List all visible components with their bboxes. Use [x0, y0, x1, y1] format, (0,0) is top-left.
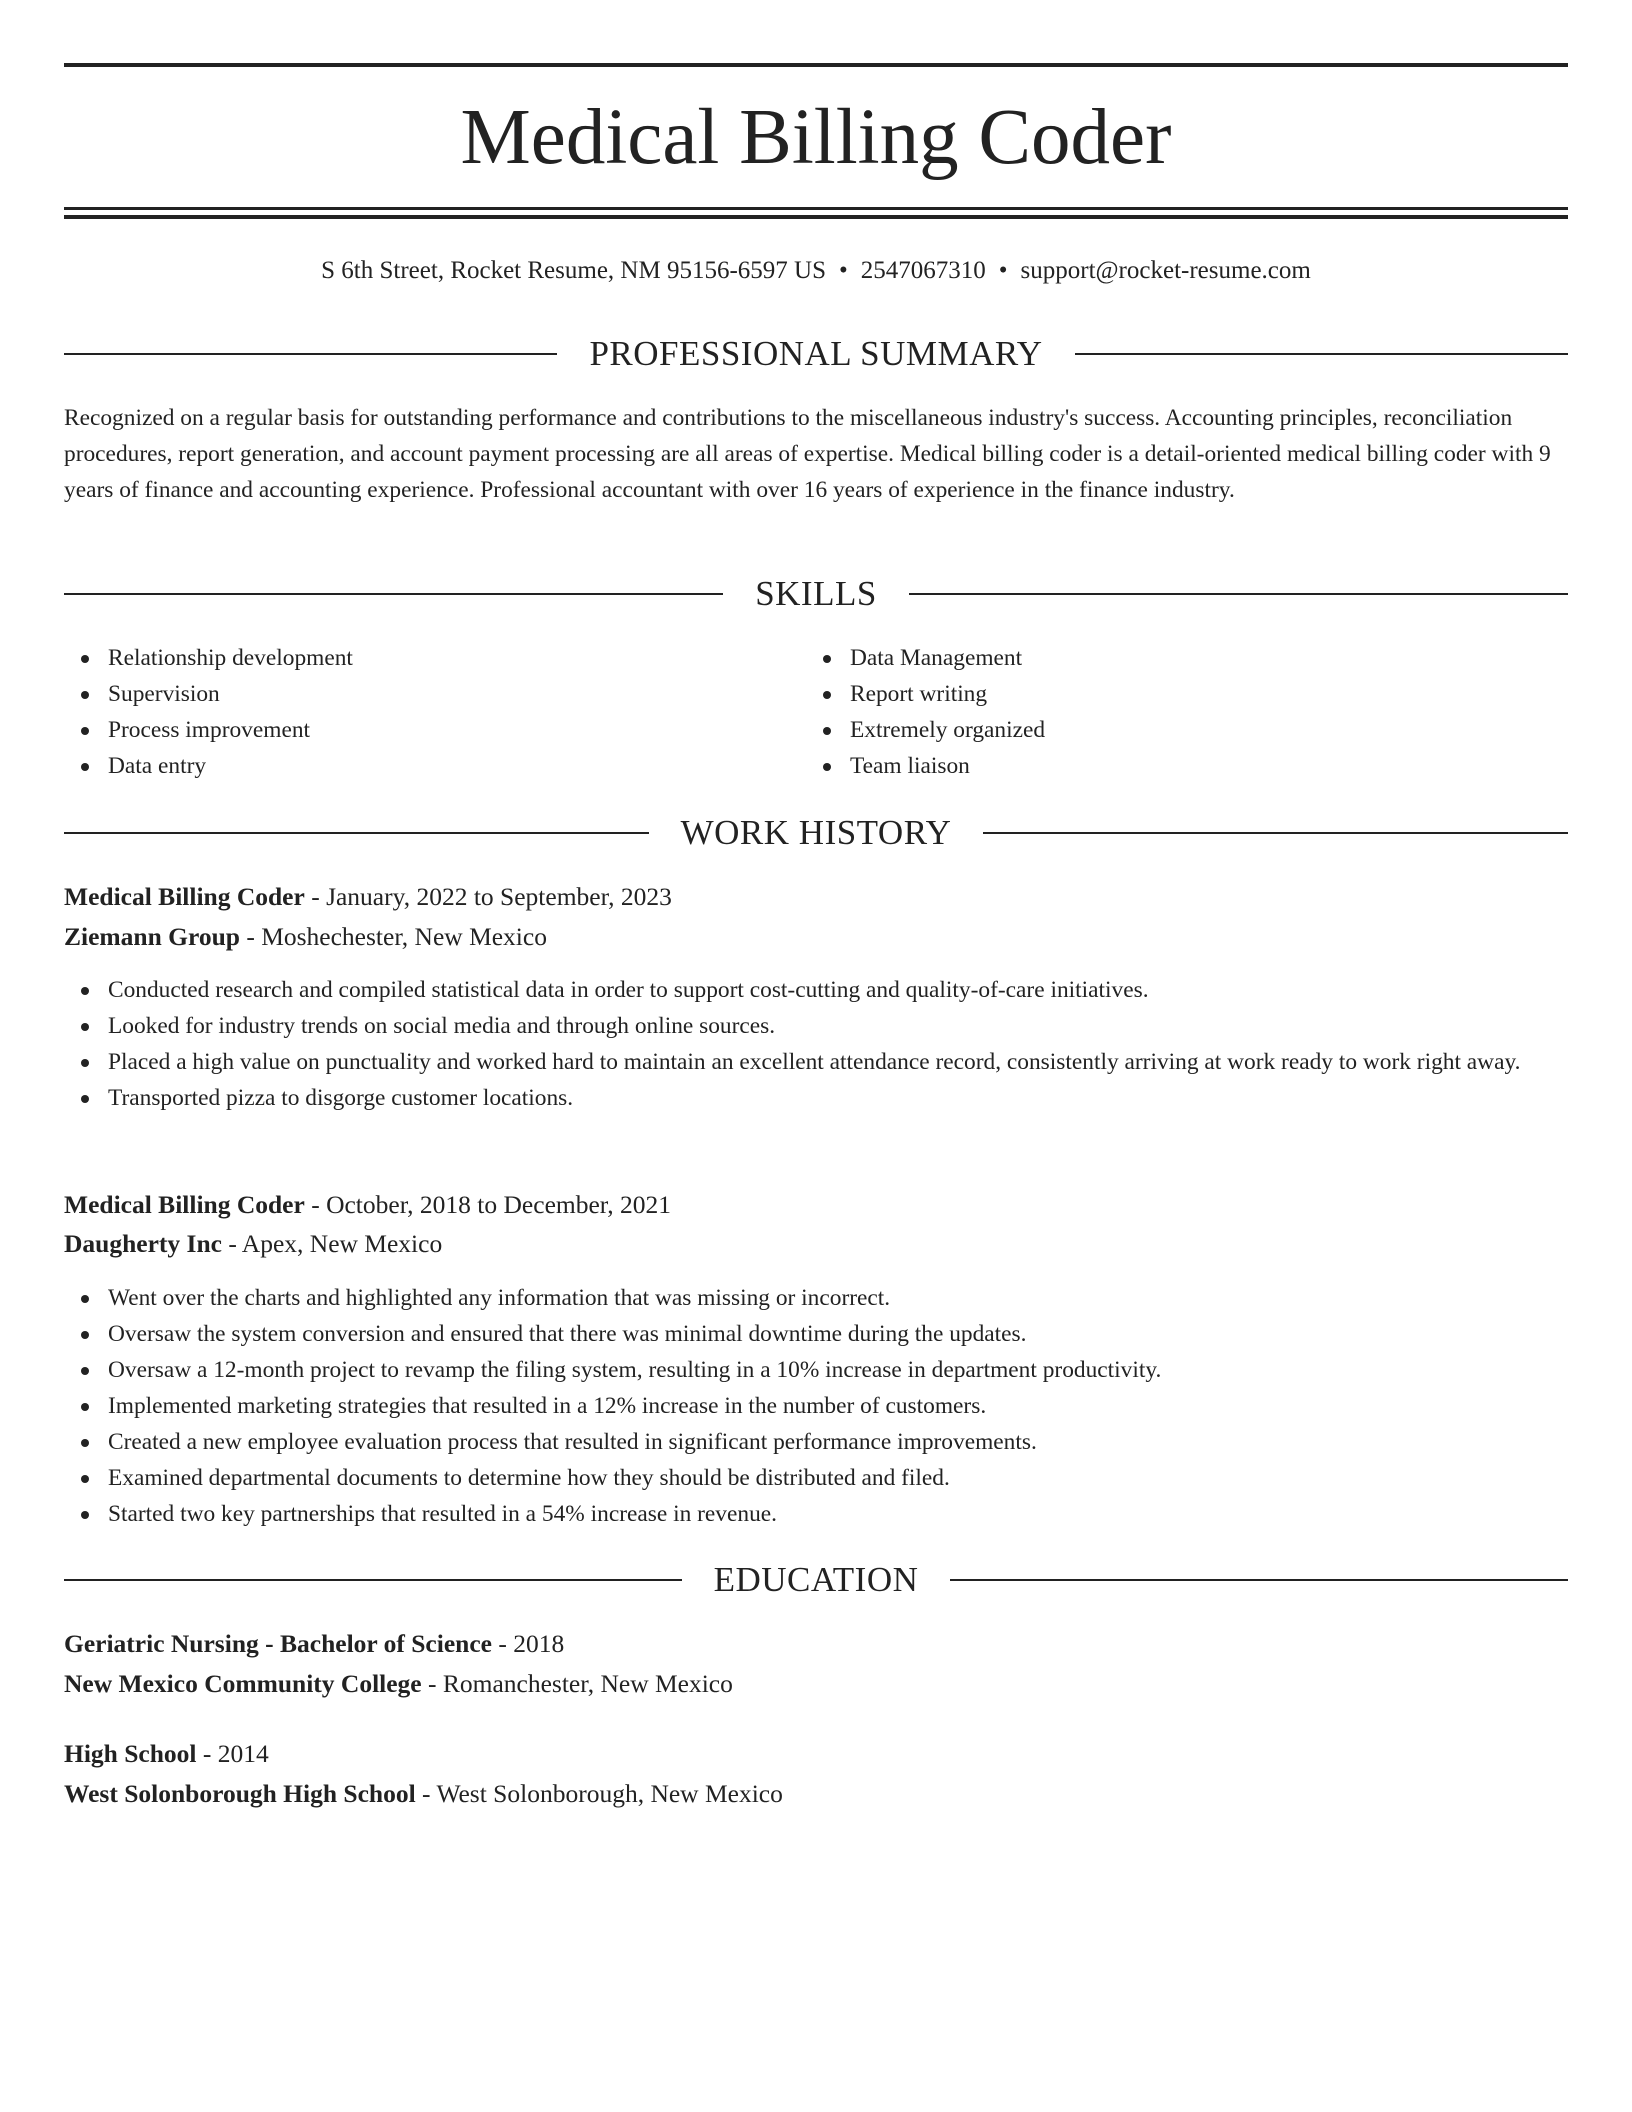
job-company: Daugherty Inc [64, 1229, 222, 1258]
heading-rule-right [909, 593, 1568, 595]
job-role: Medical Billing Coder [64, 1190, 305, 1219]
job-location: - Moshechester, New Mexico [239, 922, 547, 951]
skill-item: Process improvement [64, 712, 764, 748]
job-location: - Apex, New Mexico [221, 1229, 443, 1258]
job-dates: - January, 2022 to September, 2023 [304, 882, 672, 911]
heading-rule-left [64, 593, 723, 595]
summary-text: Recognized on a regular basis for outstanding performance and contributions to the miscellaneous industry's success. Accounting principles, reconciliation procedures, report generation, and account payment processing are all areas of expertise. Medical billing coder is a detail-oriented medical billing coder with 9 years of finance and accounting experience. Professional accountant with over 16 years of experience in the finance industry. [64, 405, 1551, 503]
job-company-line [64, 1224, 1568, 1264]
job-bullet: Oversaw the system conversion and ensured that there was minimal downtime during the updates. [64, 1316, 1568, 1352]
education-location: - Romanchester, New Mexico [421, 1669, 733, 1698]
skill-item: Data entry [64, 748, 764, 784]
heading-rule-right [983, 832, 1568, 834]
skill-item: Team liaison [806, 748, 1506, 784]
header-bottom-rule [64, 207, 1568, 210]
job-role: Medical Billing Coder [64, 882, 305, 911]
job-company: Ziemann Group [64, 922, 240, 951]
education-school-line [64, 1664, 1568, 1704]
job-bullet: Transported pizza to disgorge customer locations. [64, 1080, 1568, 1116]
job-bullet: Went over the charts and highlighted any information that was missing or incorrect. [64, 1280, 1568, 1316]
heading-rule-left [64, 832, 649, 834]
skill-item: Report writing [806, 676, 1506, 712]
job-bullet: Started two key partnerships that resulted in a 54% increase in revenue. [64, 1496, 1568, 1532]
skills-list-left [64, 640, 764, 784]
skills-title: SKILLS [755, 574, 877, 613]
education-degree-line [64, 1624, 1568, 1664]
heading-rule-right [950, 1579, 1568, 1581]
job-title-line [64, 1185, 1568, 1225]
job-dates: - October, 2018 to December, 2021 [304, 1190, 672, 1219]
job-bullet: Looked for industry trends on social media and through online sources. [64, 1008, 1568, 1044]
job-bullet: Created a new employee evaluation process that resulted in significant performance improvements. [64, 1424, 1568, 1460]
skill-item: Extremely organized [806, 712, 1506, 748]
heading-rule-right [1075, 353, 1568, 355]
job-company-line [64, 917, 1568, 957]
education-heading [64, 1557, 1568, 1603]
job-bullet: Examined departmental documents to determine how they should be distributed and filed. [64, 1460, 1568, 1496]
education-year: - 2018 [491, 1629, 565, 1658]
header-bottom-rule-thick [64, 215, 1568, 219]
header-top-rule [64, 63, 1568, 67]
skill-item: Relationship development [64, 640, 764, 676]
heading-rule-left [64, 353, 557, 355]
contact-phone: 2547067310 [860, 257, 986, 284]
contact-line [64, 254, 1568, 288]
job-bullet: Conducted research and compiled statistical data in order to support cost-cutting and quality-of-care initiatives. [64, 972, 1568, 1008]
job-bullet: Placed a high value on punctuality and worked hard to maintain an excellent attendance record, consistently arriving at work ready to work right away. [64, 1044, 1568, 1080]
contact-address: S 6th Street, Rocket Resume, NM 95156-6597 US [321, 257, 826, 284]
education-degree: High School [64, 1739, 197, 1768]
education-year: - 2014 [196, 1739, 269, 1768]
candidate-name: Medical Billing Coder [460, 94, 1172, 181]
summary-title: PROFESSIONAL SUMMARY [589, 334, 1043, 373]
summary-heading [64, 331, 1568, 377]
work-title: WORK HISTORY [680, 813, 952, 852]
education-school-line [64, 1774, 1568, 1814]
contact-separator: • [998, 257, 1008, 284]
job-bullets [64, 1280, 1568, 1532]
job-title-line [64, 877, 1568, 917]
job-bullets [64, 972, 1568, 1116]
education-school: West Solonborough High School [64, 1779, 416, 1808]
education-location: - West Solonborough, New Mexico [415, 1779, 783, 1808]
skills-list-right [806, 640, 1506, 784]
education-title: EDUCATION [713, 1560, 919, 1599]
heading-rule-left [64, 1579, 682, 1581]
contact-email: support@rocket-resume.com [1020, 257, 1311, 284]
contact-separator: • [839, 257, 848, 284]
skills-heading [64, 571, 1568, 617]
education-degree-line [64, 1734, 1568, 1774]
job-bullet: Oversaw a 12-month project to revamp the filing system, resulting in a 10% increase in department productivity. [64, 1352, 1568, 1388]
education-school: New Mexico Community College [64, 1669, 422, 1698]
work-heading [64, 810, 1568, 856]
skill-item: Data Management [806, 640, 1506, 676]
skill-item: Supervision [64, 676, 764, 712]
education-degree: Geriatric Nursing - Bachelor of Science [64, 1629, 492, 1658]
job-bullet: Implemented marketing strategies that resulted in a 12% increase in the number of customers. [64, 1388, 1568, 1424]
